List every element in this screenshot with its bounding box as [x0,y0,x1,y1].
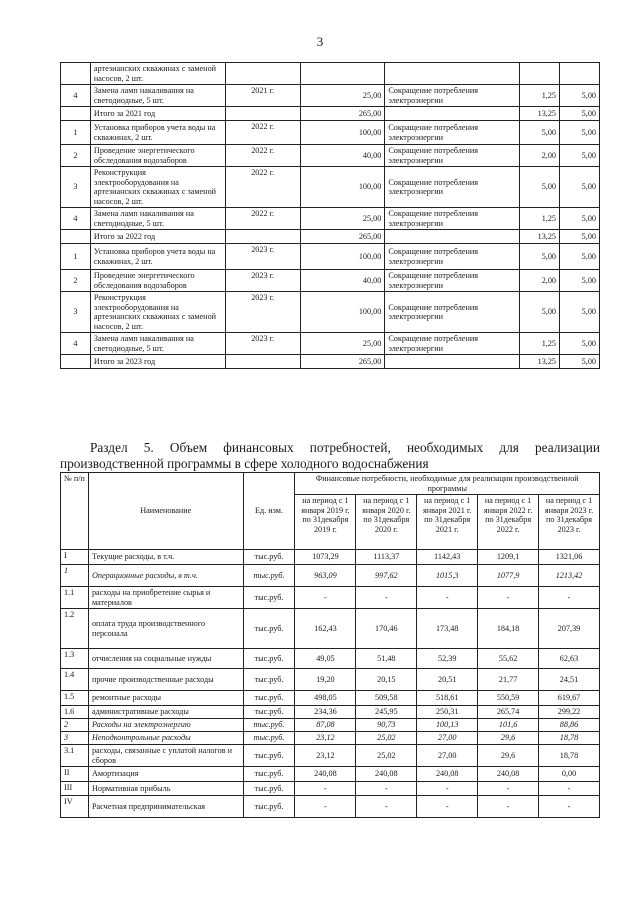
row-value: 18,78 [539,732,600,745]
row-code: IV [61,796,89,818]
measure-value-2: 5,00 [560,85,600,107]
row-value: 299,22 [539,706,600,719]
row-value: 27,00 [417,732,478,745]
measure-value-2: 5,00 [560,270,600,292]
row-name: Расходы на электроэнергию [88,719,243,732]
measure-cost: 25,00 [300,85,385,107]
row-value: 498,05 [295,691,356,706]
table-row [61,782,600,796]
row-code: 1.1 [61,587,89,609]
measure-name: Проведение энергетического обследования водозаборов [90,270,225,292]
table-row [61,732,600,745]
row-number: 2 [61,145,91,167]
measure-year: 2022 г. [225,167,300,208]
row-value: 963,09 [295,565,356,587]
measure-effect: Сокращение потребления электроэнергии [385,121,520,145]
row-value: 509,58 [356,691,417,706]
row-value: - [539,782,600,796]
measure-value-1: 1,25 [520,208,560,230]
table-row [61,85,600,107]
row-unit: тыс.руб. [243,706,295,719]
row-value: - [417,796,478,818]
row-code: II [61,767,89,782]
table-header-row [61,473,600,495]
row-value: 250,31 [417,706,478,719]
measure-cost: 100,00 [300,292,385,333]
row-value: 1113,37 [356,550,417,565]
measure-value-1: 5,00 [520,244,560,270]
measure-year: 2021 г. [225,85,300,107]
row-value: - [295,796,356,818]
table-row [61,609,600,649]
row-value: 240,08 [356,767,417,782]
header-period: на период с 1 января 2020 г. по 31декабря 2020 г. [356,495,417,550]
row-value: - [417,587,478,609]
row-code: 1.3 [61,649,89,669]
measure-value-1: 5,00 [520,121,560,145]
row-value: - [478,796,539,818]
measure-effect: Сокращение потребления электроэнергии [385,85,520,107]
row-code: 1.6 [61,706,89,719]
row-value: 19,20 [295,669,356,691]
measure-value-1: 13,25 [520,107,560,121]
row-value: - [356,796,417,818]
table-row [61,796,600,818]
measure-value-2: 5,00 [560,167,600,208]
row-code: 3 [61,732,89,745]
row-unit: тыс.руб. [243,745,295,767]
measure-cost: 100,00 [300,121,385,145]
row-value: 0,00 [539,767,600,782]
header-group: Финансовые потребности, необходимые для реализации производственной программы [295,473,600,495]
measure-cost [300,63,385,85]
measure-name: Итого за 2021 год [90,107,225,121]
row-value: 1321,06 [539,550,600,565]
row-code: 1 [61,565,89,587]
total-row [61,355,600,369]
measure-effect: Сокращение потребления электроэнергии [385,333,520,355]
row-unit: тыс.руб. [243,669,295,691]
table-row [61,244,600,270]
row-number: 3 [61,292,91,333]
measure-effect: Сокращение потребления электроэнергии [385,244,520,270]
measure-name: Замена ламп накаливания на светодиодные, 5 шт. [90,333,225,355]
measure-name: Установка приборов учета воды на скважинах, 2 шт. [90,121,225,145]
row-name: прочие производственные расходы [88,669,243,691]
table-row [61,292,600,333]
row-name: Расчетная предпринимательская [88,796,243,818]
measure-year: 2023 г. [225,292,300,333]
row-value: 90,73 [356,719,417,732]
row-number [61,230,91,244]
header-unit: Ед. изм. [243,473,295,550]
measure-value-2: 5,00 [560,121,600,145]
row-name: Амортизация [88,767,243,782]
row-number: 4 [61,85,91,107]
row-name: расходы, связанные с уплатой налогов и сборов [88,745,243,767]
table-row [61,145,600,167]
row-value: 1077,9 [478,565,539,587]
table-row [61,587,600,609]
header-period: на период с 1 января 2021 г. по 31декабря 2021 г. [417,495,478,550]
row-code: III [61,782,89,796]
measure-effect: Сокращение потребления электроэнергии [385,208,520,230]
measure-value-2: 5,00 [560,107,600,121]
row-value: 162,43 [295,609,356,649]
measure-cost: 40,00 [300,145,385,167]
row-value: 52,39 [417,649,478,669]
row-value: 997,62 [356,565,417,587]
measure-cost: 265,00 [300,230,385,244]
measure-cost: 100,00 [300,167,385,208]
row-code: 1.5 [61,691,89,706]
page-number: 3 [316,34,324,49]
measure-name: Реконструкция электрооборудования на артезианских скважинах с заменой насосов, 2 шт. [90,292,225,333]
section-5-heading [60,440,600,472]
row-value: 23,12 [295,745,356,767]
measure-year: 2023 г. [225,244,300,270]
measure-year: 2023 г. [225,333,300,355]
measure-name: артезианских скважинах с заменой насосов, 2 шт. [90,63,225,85]
measure-cost: 25,00 [300,208,385,230]
measure-year [225,107,300,121]
table-row [61,208,600,230]
header-name: Наименование [88,473,243,550]
row-value: 265,74 [478,706,539,719]
row-unit: тыс.руб. [243,719,295,732]
table-row [61,719,600,732]
row-value: 21,77 [478,669,539,691]
measure-name: Проведение энергетического обследования водозаборов [90,145,225,167]
row-number [61,355,91,369]
measure-effect [385,230,520,244]
measure-value-2: 5,00 [560,145,600,167]
measure-effect: Сокращение потребления электроэнергии [385,270,520,292]
measure-value-2: 5,00 [560,333,600,355]
row-value: 23,12 [295,732,356,745]
row-value: 170,46 [356,609,417,649]
table-row [61,121,600,145]
measure-cost: 265,00 [300,107,385,121]
measure-year: 2023 г. [225,270,300,292]
row-unit: тыс.руб. [243,649,295,669]
measure-name: Реконструкция электрооборудования на артезианских скважинах с заменой насосов, 2 шт. [90,167,225,208]
row-value: 245,95 [356,706,417,719]
header-period: на период с 1 января 2019 г. по 31декабря 2019 г. [295,495,356,550]
row-unit: тыс.руб. [243,550,295,565]
measure-year: 2022 г. [225,208,300,230]
row-name: Операционные расходы, в т.ч. [88,565,243,587]
row-name: расходы на приобретение сырья и материалов [88,587,243,609]
row-value: 27,00 [417,745,478,767]
table-row [61,270,600,292]
row-value: 18,78 [539,745,600,767]
table-row [61,669,600,691]
measure-cost: 25,00 [300,333,385,355]
measure-year [225,355,300,369]
row-value: 87,08 [295,719,356,732]
measure-year [225,63,300,85]
row-number [61,107,91,121]
row-value: 240,08 [478,767,539,782]
measure-value-1: 1,25 [520,333,560,355]
row-value: 1015,3 [417,565,478,587]
row-unit: тыс.руб. [243,565,295,587]
table-row [61,63,600,85]
row-value: - [417,782,478,796]
measure-value-1: 2,00 [520,270,560,292]
section-5-heading-line2: производственной программы в сфере холодного водоснабжения [60,456,429,471]
measure-name: Итого за 2023 год [90,355,225,369]
header-period: на период с 1 января 2022 г. по 31декабря 2022 г. [478,495,539,550]
row-code: 3.1 [61,745,89,767]
row-name: Неподконтрольные расходы [88,732,243,745]
row-value: 24,51 [539,669,600,691]
row-number: 1 [61,121,91,145]
row-value: 25,02 [356,732,417,745]
row-code: 1.2 [61,609,89,649]
row-number [61,63,91,85]
row-value: - [295,782,356,796]
measure-cost: 265,00 [300,355,385,369]
measure-value-2: 5,00 [560,208,600,230]
measure-value-1: 1,25 [520,85,560,107]
row-code: 1.4 [61,669,89,691]
measure-effect [385,63,520,85]
header-num: № п/п [61,473,89,550]
row-code: 2 [61,719,89,732]
table-row [61,565,600,587]
row-value: 101,6 [478,719,539,732]
measure-value-2: 5,00 [560,292,600,333]
row-value: - [356,587,417,609]
row-value: 240,08 [417,767,478,782]
measure-value-2: 5,00 [560,355,600,369]
table-row [61,649,600,669]
row-value: - [356,782,417,796]
row-value: 173,48 [417,609,478,649]
row-name: Нормативная прибыль [88,782,243,796]
measure-effect: Сокращение потребления электроэнергии [385,145,520,167]
row-value: 100,13 [417,719,478,732]
row-value: 20,51 [417,669,478,691]
measure-effect: Сокращение потребления электроэнергии [385,292,520,333]
measure-value-2: 5,00 [560,230,600,244]
measure-effect [385,355,520,369]
row-value: 20,15 [356,669,417,691]
measure-effect [385,107,520,121]
row-value: - [478,587,539,609]
row-value: 1142,43 [417,550,478,565]
row-name: административные расходы [88,706,243,719]
row-name: Текущие расходы, в т.ч. [88,550,243,565]
section-5-heading-line1: Раздел 5. Объем финансовых потребностей, необходимых для реализации [90,440,600,455]
row-name: отчисления на социальные нужды [88,649,243,669]
measure-name: Замена ламп накаливания на светодиодные, 5 шт. [90,208,225,230]
measure-value-1: 5,00 [520,292,560,333]
financial-needs-table [60,472,600,818]
row-value: 62,63 [539,649,600,669]
total-row [61,230,600,244]
row-value: - [539,796,600,818]
measure-year: 2022 г. [225,145,300,167]
measure-value-1: 2,00 [520,145,560,167]
table-row [61,767,600,782]
row-value: 49,05 [295,649,356,669]
row-value: 88,86 [539,719,600,732]
row-value: 29,6 [478,745,539,767]
row-number: 4 [61,208,91,230]
measure-name: Установка приборов учета воды на скважинах, 2 шт. [90,244,225,270]
table-row [61,691,600,706]
row-value: 518,61 [417,691,478,706]
measure-cost: 40,00 [300,270,385,292]
row-value: 550,59 [478,691,539,706]
row-value: 207,39 [539,609,600,649]
row-unit: тыс.руб. [243,782,295,796]
row-unit: тыс.руб. [243,732,295,745]
row-value: 234,36 [295,706,356,719]
measure-value-2: 5,00 [560,244,600,270]
table-row [61,333,600,355]
row-value: 51,48 [356,649,417,669]
table-row [61,706,600,719]
row-unit: тыс.руб. [243,691,295,706]
row-unit: тыс.руб. [243,609,295,649]
measure-name: Замена ламп накаливания на светодиодные, 5 шт. [90,85,225,107]
total-row [61,107,600,121]
row-value: 1209,1 [478,550,539,565]
measure-value-1 [520,63,560,85]
header-period: на период с 1 января 2023 г. по 31декабря 2023 г. [539,495,600,550]
measure-effect: Сокращение потребления электроэнергии [385,167,520,208]
measure-value-1: 13,25 [520,355,560,369]
row-value: - [478,782,539,796]
row-value: - [539,587,600,609]
measure-value-1: 5,00 [520,167,560,208]
row-number: 3 [61,167,91,208]
energy-measures-table [60,62,600,369]
row-code: I [61,550,89,565]
row-number: 1 [61,244,91,270]
row-value: 184,18 [478,609,539,649]
row-value: 55,62 [478,649,539,669]
row-value: 240,08 [295,767,356,782]
row-value: 1213,42 [539,565,600,587]
table-row [61,550,600,565]
row-value: 1073,29 [295,550,356,565]
row-number: 2 [61,270,91,292]
row-name: оплата труда производственного персонала [88,609,243,649]
row-number: 4 [61,333,91,355]
row-name: ремонтные расходы [88,691,243,706]
row-value: 25,02 [356,745,417,767]
row-unit: тыс.руб. [243,796,295,818]
row-unit: тыс.руб. [243,767,295,782]
row-value: - [295,587,356,609]
measure-year: 2022 г. [225,121,300,145]
row-value: 29,6 [478,732,539,745]
measure-year [225,230,300,244]
measure-name: Итого за 2022 год [90,230,225,244]
table-row [61,745,600,767]
row-value: 619,67 [539,691,600,706]
table-row [61,167,600,208]
measure-value-1: 13,25 [520,230,560,244]
measure-value-2 [560,63,600,85]
row-unit: тыс.руб. [243,587,295,609]
measure-cost: 100,00 [300,244,385,270]
